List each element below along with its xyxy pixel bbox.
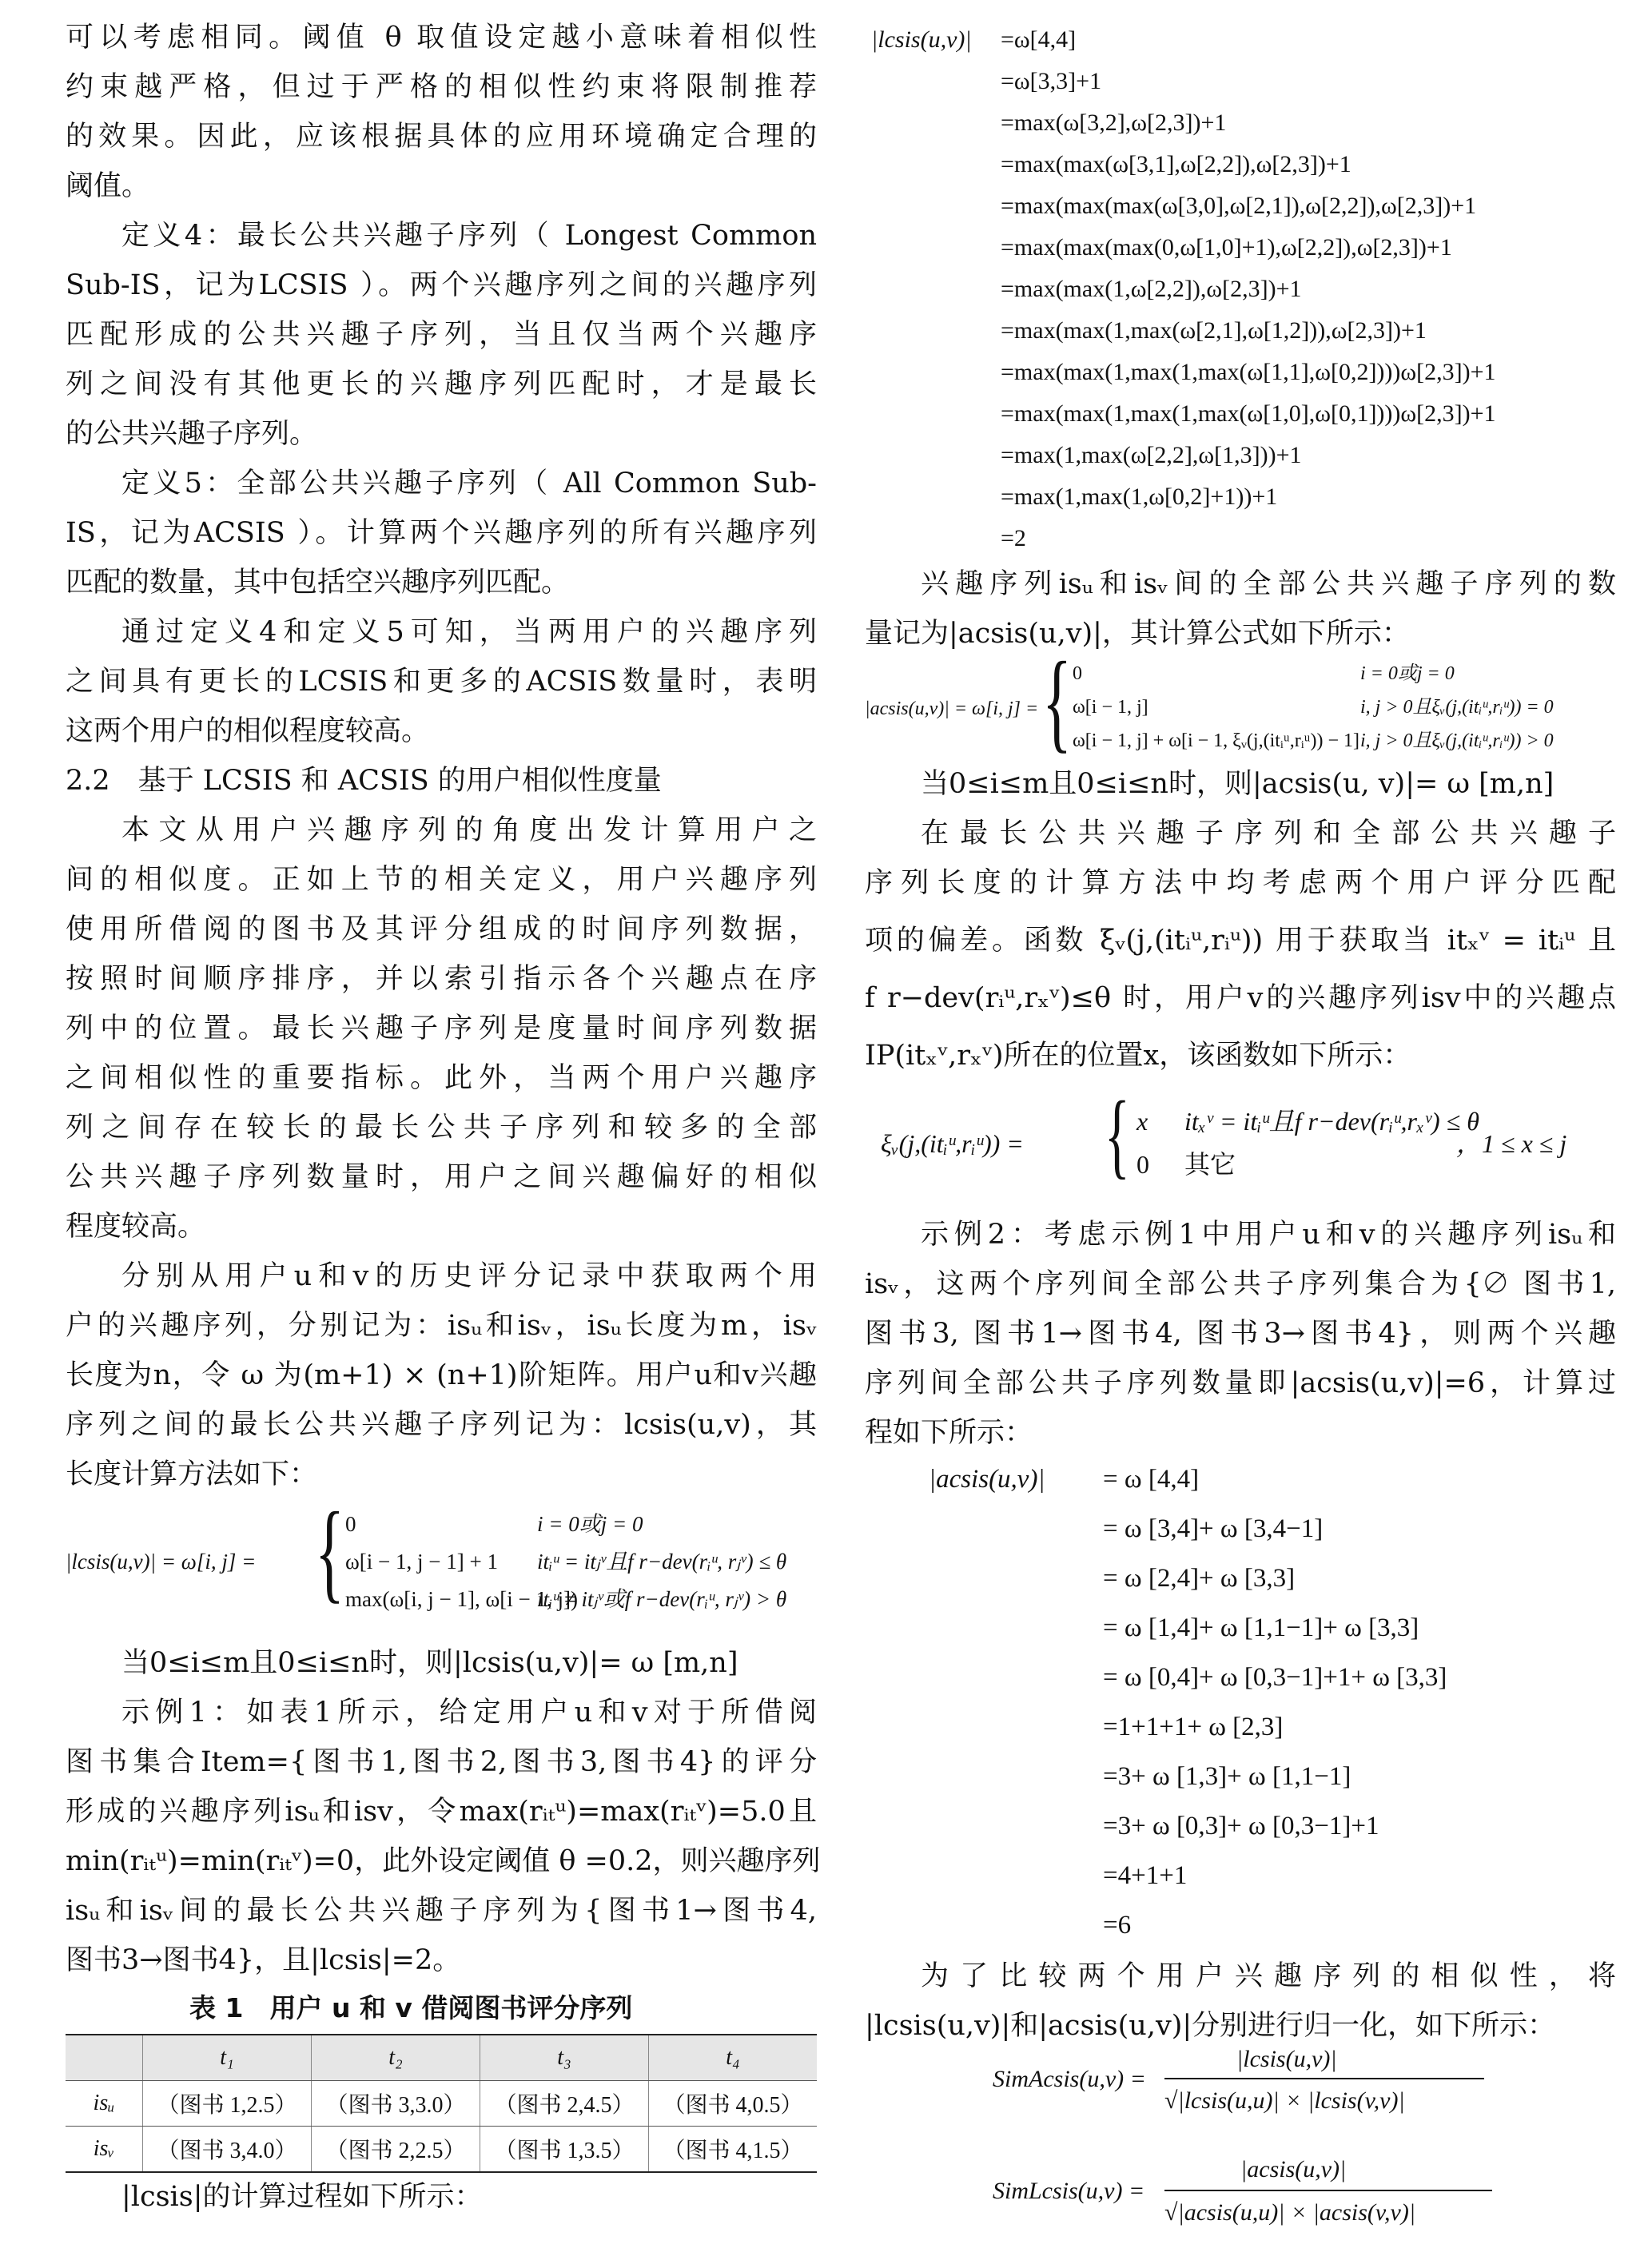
table-cell: （图书 4,0.5） bbox=[649, 2081, 817, 2127]
text-line: 列之间存在较长的最长公共子序列和较多的全部 bbox=[66, 1112, 817, 1144]
calc-step: =3+ ω [0,3]+ ω [0,3−1]+1 bbox=[1103, 1812, 1379, 1840]
text-line: 序列间全部公共子序列数量即|acsis(u,v)|=6，计算过 bbox=[865, 1367, 1616, 1399]
calc-step: =max(max(ω[3,1],ω[2,2]),ω[2,3])+1 bbox=[1001, 151, 1351, 177]
calc-step: =6 bbox=[1103, 1911, 1132, 1940]
case-cond: i = 0或j = 0 bbox=[1360, 663, 1455, 684]
text-line: 图书集合Item={图书1,图书2,图书3,图书4}的评分 bbox=[66, 1746, 817, 1778]
table-header-cell bbox=[66, 2035, 143, 2081]
equation-brace: { bbox=[1042, 639, 1072, 763]
text-line: 约束越严格，但过于严格的相似性约束将限制推荐 bbox=[66, 71, 817, 103]
text-line: isᵤ和isᵥ间的最长公共兴趣子序列为{图书1→图书4, bbox=[66, 1895, 817, 1927]
calc-step: = ω [3,4]+ ω [3,4−1] bbox=[1103, 1514, 1324, 1543]
table-header-cell: t₄ bbox=[649, 2035, 817, 2081]
text-line: 长度计算方法如下： bbox=[66, 1458, 318, 1490]
calc-step: =3+ ω [1,3]+ ω [1,1−1] bbox=[1103, 1762, 1351, 1791]
table-cell: （图书 1,2.5） bbox=[143, 2081, 312, 2127]
calc-step: =max(max(max(0,ω[1,0]+1),ω[2,2]),ω[2,3])+1 bbox=[1001, 234, 1452, 261]
text-line: 间的相似度。正如上节的相关定义，用户兴趣序列 bbox=[66, 864, 817, 896]
calc-step: =max(max(1,max(1,max(ω[1,1],ω[0,2])))ω[2,3])+1 bbox=[1001, 359, 1496, 385]
calc-step: =max(max(1,ω[2,2]),ω[2,3])+1 bbox=[1001, 276, 1302, 302]
text-line: isᵥ，这两个序列间全部公共子序列集合为{∅ 图书1, bbox=[865, 1268, 1616, 1300]
calc-step: = ω [4,4] bbox=[1103, 1465, 1200, 1494]
text-line: 长度为n，令 ω 为(m+1) × (n+1)阶矩阵。用户u和v兴趣 bbox=[66, 1359, 817, 1391]
text-line: 的公共兴趣子序列。 bbox=[66, 418, 318, 450]
table-cell: （图书 3,3.0） bbox=[312, 2081, 480, 2127]
calc-step: =4+1+1 bbox=[1103, 1861, 1188, 1890]
case-expr: max(ω[i, j − 1], ω[i − 1, j]) bbox=[345, 1587, 578, 1611]
text-line: IS，记为ACSIS ）。计算两个兴趣序列的所有兴趣序列 bbox=[66, 517, 817, 549]
text-line: 按照时间顺序排序，并以索引指示各个兴趣点在序 bbox=[66, 963, 817, 995]
text-line: 量记为|acsis(u,v)|，其计算公式如下所示： bbox=[865, 618, 1410, 650]
text-line: 序列长度的计算方法中均考虑两个用户评分匹配 bbox=[865, 867, 1616, 899]
calc-step: =max(max(1,max(1,max(ω[1,0],ω[0,1])))ω[2,3])+1 bbox=[1001, 400, 1496, 427]
text-line: 匹配形成的公共兴趣子序列，当且仅当两个兴趣序 bbox=[66, 319, 817, 351]
text-line: 形成的兴趣序列isᵤ和isv，令max(rᵢₜᵘ)=max(rᵢₜᵛ)=5.0且 bbox=[66, 1796, 817, 1828]
text-line: 程度较高。 bbox=[66, 1211, 206, 1243]
calc-step: =ω[4,4] bbox=[1001, 26, 1077, 53]
text-line: 之间相似性的重要指标。此外，当两个用户兴趣序 bbox=[66, 1062, 817, 1094]
calc-step: =max(1,max(ω[2,2],ω[1,3]))+1 bbox=[1001, 442, 1302, 468]
formula-numerator: |lcsis(u,v)| bbox=[1236, 2046, 1337, 2072]
text-line: 图书3, 图书1→图书4, 图书3→图书4}，则两个兴趣 bbox=[865, 1318, 1616, 1350]
table-cell: isᵥ bbox=[66, 2127, 143, 2173]
table-cell: （图书 2,2.5） bbox=[312, 2127, 480, 2173]
case-cond: itᵢᵘ ≠ itⱼᵛ或f r−dev(rᵢᵘ, rⱼᵛ) > θ bbox=[537, 1587, 787, 1611]
table-cell: （图书 4,1.5） bbox=[649, 2127, 817, 2173]
calc-step: = ω [0,4]+ ω [0,3−1]+1+ ω [3,3] bbox=[1103, 1663, 1447, 1692]
table-cell: （图书 1,3.5） bbox=[480, 2127, 649, 2173]
case-cond: i, j > 0且ξᵥ(j,(itᵢᵘ,rᵢᵘ)) > 0 bbox=[1360, 730, 1554, 751]
text-line: 程如下所示： bbox=[865, 1417, 1033, 1449]
calc-step: =ω[3,3]+1 bbox=[1001, 68, 1102, 94]
case-cond: itₓᵛ = itᵢᵘ且f r−dev(rᵢᵘ,rₓᵛ) ≤ θ bbox=[1184, 1107, 1479, 1136]
equation-range: ，1 ≤ x ≤ j bbox=[1456, 1129, 1567, 1158]
calc-lhs: |lcsis(u,v)| bbox=[871, 26, 972, 53]
formula-lhs: SimAcsis(u,v) = bbox=[993, 2066, 1146, 2092]
text-line: 兴趣序列isᵤ和isᵥ间的全部公共兴趣子序列的数 bbox=[921, 568, 1616, 600]
table-row bbox=[66, 2081, 817, 2127]
text-line: 户的兴趣序列，分别记为：isᵤ和isᵥ，isᵤ长度为m，isᵥ bbox=[66, 1310, 817, 1342]
text-line: IP(itₓᵛ,rₓᵛ)所在的位置x，该函数如下所示： bbox=[865, 1040, 1411, 1072]
text-line: 分别从用户u和v的历史评分记录中获取两个用 bbox=[121, 1260, 817, 1292]
text-line: 图书3→图书4}，且|lcsis|=2。 bbox=[66, 1944, 461, 1976]
table-cell: isᵤ bbox=[66, 2081, 143, 2127]
text-line: 本文从用户兴趣序列的角度出发计算用户之 bbox=[121, 814, 817, 846]
text-line: 使用所借阅的图书及其评分组成的时间序列数据， bbox=[66, 913, 817, 945]
table-cell: （图书 2,4.5） bbox=[480, 2081, 649, 2127]
section-heading: 2.2 基于 LCSIS 和 ACSIS 的用户相似性度量 bbox=[66, 765, 662, 797]
equation-brace: { bbox=[315, 1490, 344, 1613]
definition-5: 定义5：全部公共兴趣子序列（ All Common Sub- bbox=[121, 468, 817, 499]
calc-step: =max(ω[3,2],ω[2,3])+1 bbox=[1001, 109, 1227, 136]
case-expr: ω[i − 1, j] bbox=[1073, 697, 1148, 718]
case-expr: 0 bbox=[1136, 1150, 1149, 1179]
text-line: 这两个用户的相似程度较高。 bbox=[66, 715, 430, 747]
calc-step: =max(max(1,max(ω[2,1],ω[1,2])),ω[2,3])+1 bbox=[1001, 317, 1427, 344]
text-line: 在最长公共兴趣子序列和全部公共兴趣子 bbox=[921, 818, 1616, 849]
equation-brace: { bbox=[1105, 1081, 1130, 1188]
text-line: 通过定义4和定义5可知，当两用户的兴趣序列 bbox=[121, 616, 817, 648]
example-2: 示例2：考虑示例1中用户u和v的兴趣序列isᵤ和 bbox=[921, 1219, 1616, 1251]
text-line: 序列之间的最长公共兴趣子序列记为：lcsis(u,v)，其 bbox=[66, 1409, 817, 1441]
text-line: 匹配的数量，其中包括空兴趣序列匹配。 bbox=[66, 567, 570, 599]
fraction-bar bbox=[1164, 2078, 1484, 2079]
text-line: min(rᵢₜᵘ)=min(rᵢₜᵛ)=0，此外设定阈值 θ =0.2，则兴趣序列 bbox=[66, 1845, 821, 1877]
text-line: Sub-IS，记为LCSIS ）。两个兴趣序列之间的兴趣序列 bbox=[66, 269, 817, 301]
definition-4: 定义4：最长公共兴趣子序列（ Longest Common bbox=[121, 220, 817, 252]
text-line: 列中的位置。最长兴趣子序列是度量时间序列数据 bbox=[66, 1013, 817, 1044]
text-line: |lcsis(u,v)|和|acsis(u,v)|分别进行归一化，如下所示： bbox=[865, 2010, 1556, 2042]
text-line: 之间具有更长的LCSIS和更多的ACSIS数量时，表明 bbox=[66, 666, 817, 698]
calc-step: =1+1+1+ ω [2,3] bbox=[1103, 1713, 1284, 1741]
calc-step: = ω [2,4]+ ω [3,3] bbox=[1103, 1564, 1296, 1593]
case-expr: 0 bbox=[345, 1512, 356, 1536]
fraction-bar bbox=[1164, 2190, 1492, 2191]
text-line: 列之间没有其他更长的兴趣序列匹配时，才是最长 bbox=[66, 368, 817, 400]
table-header-cell: t₂ bbox=[312, 2035, 480, 2081]
case-cond: itᵢᵘ = itⱼᵛ且f r−dev(rᵢᵘ, rⱼᵛ) ≤ θ bbox=[537, 1550, 787, 1574]
case-cond: i, j > 0且ξᵥ(j,(itᵢᵘ,rᵢᵘ)) = 0 bbox=[1360, 697, 1554, 718]
case-expr: ω[i − 1, j] + ω[i − 1, ξᵥ(j,(itᵢᵘ,rᵢᵘ)) − 1] bbox=[1073, 730, 1360, 751]
text-line: 公共兴趣子序列数量时，用户之间兴趣偏好的相似 bbox=[66, 1161, 817, 1193]
text-line: 可以考虑相同。阈值 θ 取值设定越小意味着相似性 bbox=[66, 22, 817, 54]
text-line: 当0≤i≤m且0≤i≤n时，则|acsis(u, v)|= ω [m,n] bbox=[921, 768, 1554, 800]
table-row bbox=[66, 2127, 817, 2173]
calc-lhs: |acsis(u,v)| bbox=[929, 1465, 1045, 1494]
case-expr: x bbox=[1136, 1107, 1148, 1136]
table-header-cell: t₃ bbox=[480, 2035, 649, 2081]
text-line: f r−dev(rᵢᵘ,rₓᵛ)≤θ 时，用户v的兴趣序列isv中的兴趣点 bbox=[865, 982, 1616, 1014]
formula-denominator: √|acsis(u,u)| × |acsis(v,v)| bbox=[1164, 2199, 1416, 2226]
calc-step: =2 bbox=[1001, 525, 1026, 551]
calc-step: =max(1,max(1,ω[0,2]+1))+1 bbox=[1001, 483, 1278, 510]
text-line: 为了比较两个用户兴趣序列的相似性，将 bbox=[921, 1960, 1616, 1992]
case-cond: 其它 bbox=[1184, 1150, 1236, 1179]
case-expr: ω[i − 1, j − 1] + 1 bbox=[345, 1550, 498, 1574]
formula-denominator: √|lcsis(u,u)| × |lcsis(v,v)| bbox=[1164, 2087, 1405, 2114]
equation-lhs: ξᵥ(j,(itᵢᵘ,rᵢᵘ)) = bbox=[881, 1129, 1024, 1158]
equation-lhs: |lcsis(u,v)| = ω[i, j] = bbox=[66, 1550, 257, 1574]
case-expr: 0 bbox=[1073, 663, 1082, 684]
text-line: 的效果。因此，应该根据具体的应用环境确定合理的 bbox=[66, 121, 817, 153]
text-line: |lcsis|的计算过程如下所示： bbox=[121, 2181, 483, 2213]
rating-table bbox=[66, 2034, 817, 2173]
calc-step: =max(max(max(ω[3,0],ω[2,1]),ω[2,2]),ω[2,3])+1 bbox=[1001, 193, 1477, 219]
table-caption: 表 1 用户 u 和 v 借阅图书评分序列 bbox=[189, 1992, 633, 2023]
calc-step: = ω [1,4]+ ω [1,1−1]+ ω [3,3] bbox=[1103, 1613, 1419, 1642]
equation-lhs: |acsis(u,v)| = ω[i, j] = bbox=[865, 698, 1039, 719]
text-line: 阈值。 bbox=[66, 170, 150, 202]
table-header-cell: t₁ bbox=[143, 2035, 312, 2081]
text-line: 项的偏差。函数 ξᵥ(j,(itᵢᵘ,rᵢᵘ)) 用于获取当 itₓᵛ = itᵢᵘ 且 bbox=[865, 925, 1616, 957]
table-cell: （图书 3,4.0） bbox=[143, 2127, 312, 2173]
text-line: 当0≤i≤m且0≤i≤n时，则|lcsis(u,v)|= ω [m,n] bbox=[121, 1647, 738, 1679]
example-1: 示例1：如表1所示，给定用户u和v对于所借阅 bbox=[121, 1697, 817, 1729]
table-header-row bbox=[66, 2035, 817, 2081]
formula-numerator: |acsis(u,v)| bbox=[1240, 2156, 1347, 2182]
case-cond: i = 0或j = 0 bbox=[537, 1512, 643, 1536]
formula-lhs: SimLcsis(u,v) = bbox=[993, 2178, 1145, 2204]
